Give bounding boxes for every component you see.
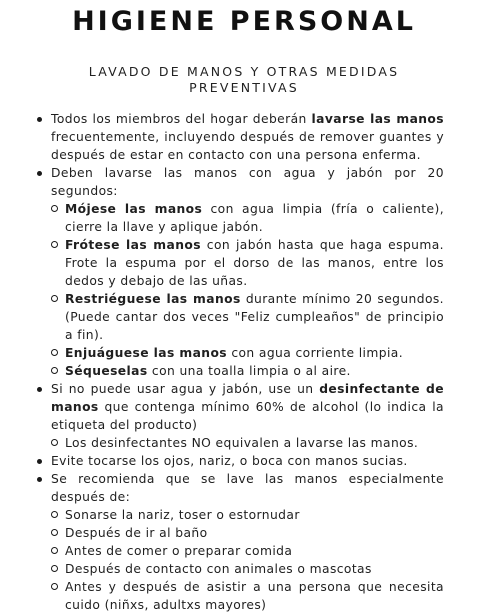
page-title: HIGIENE PERSONAL bbox=[72, 6, 416, 37]
page-subtitle bbox=[60, 64, 428, 96]
step-text: con una toalla limpia o al aire. bbox=[147, 364, 351, 378]
sub-item-before-food: Antes de comer o preparar comida bbox=[51, 542, 444, 560]
sub-item-caregiving: Antes y después de asistir a una persona que necesita cuido (niñxs, adultxs mayores) bbox=[51, 578, 444, 614]
step-title: Mójese las manos bbox=[65, 202, 203, 216]
list-item-avoid-touching-face: Evite tocarse los ojos, nariz, o boca con manos sucias. bbox=[36, 452, 444, 470]
step-text: con agua corriente limpia. bbox=[227, 346, 404, 360]
step-title: Enjuáguese las manos bbox=[65, 346, 228, 360]
sub-item-after-animals: Después de contacto con animales o mascotas bbox=[51, 560, 444, 578]
step-text: con jabón hasta que haga espuma. Frote la espuma por el dorso de las manos, entre los dedos y debajo de las uñas. bbox=[65, 238, 444, 288]
item-text: Todos los miembros del hogar deberán bbox=[51, 112, 312, 126]
sub-item-rinse-hands bbox=[51, 344, 444, 362]
sub-item-rub-hands bbox=[51, 236, 444, 290]
step-title: Séqueselas bbox=[65, 364, 148, 378]
sanitizer-sub-list bbox=[51, 434, 444, 452]
occasions-sub-list bbox=[51, 506, 444, 614]
sub-item-dry-hands bbox=[51, 362, 444, 380]
sub-item-after-bathroom: Después de ir al baño bbox=[51, 524, 444, 542]
step-text: con agua limpia (fría o caliente), cierre la llave y aplique jabón. bbox=[65, 202, 445, 234]
item-text: Se recomienda que se lave las manos especialmente después de: bbox=[51, 472, 444, 504]
item-text: Si no puede usar agua y jabón, use un bbox=[51, 382, 320, 396]
step-title: Frótese las manos bbox=[65, 238, 201, 252]
item-text: Deben lavarse las manos con agua y jabón por 20 segundos: bbox=[51, 166, 444, 198]
item-emphasis: lavarse las manos bbox=[311, 112, 444, 126]
instruction-list bbox=[36, 110, 444, 614]
item-text: que contenga mínimo 60% de alcohol (lo indica la etiqueta del producto) bbox=[51, 400, 444, 432]
list-item-when-to-wash bbox=[36, 470, 444, 614]
subtitle-line-1: LAVADO DE MANOS Y OTRAS MEDIDAS bbox=[88, 64, 400, 79]
sub-item-scrub-hands bbox=[51, 290, 444, 344]
sub-item-wet-hands bbox=[51, 200, 444, 236]
item-text: frecuentemente, incluyendo después de remover guantes y después de estar en contacto con una persona enferma. bbox=[51, 130, 444, 162]
steps-sub-list bbox=[51, 200, 444, 380]
list-item-handwashing-steps bbox=[36, 164, 444, 380]
sub-item-after-nose-cough: Sonarse la nariz, toser o estornudar bbox=[51, 506, 444, 524]
subtitle-line-2: PREVENTIVAS bbox=[189, 80, 299, 95]
sub-item-sanitizer-note: Los desinfectantes NO equivalen a lavarse las manos. bbox=[51, 434, 444, 452]
step-title: Restriéguese las manos bbox=[65, 292, 241, 306]
list-item-hand-sanitizer bbox=[36, 380, 444, 452]
list-item-handwashing-frequency bbox=[36, 110, 444, 164]
item-emphasis: desinfectante de manos bbox=[51, 382, 444, 414]
step-text: durante mínimo 20 segundos. (Puede cantar dos veces "Feliz cumpleaños" de principio a fin). bbox=[65, 292, 444, 342]
main-bullet-list bbox=[36, 110, 444, 614]
